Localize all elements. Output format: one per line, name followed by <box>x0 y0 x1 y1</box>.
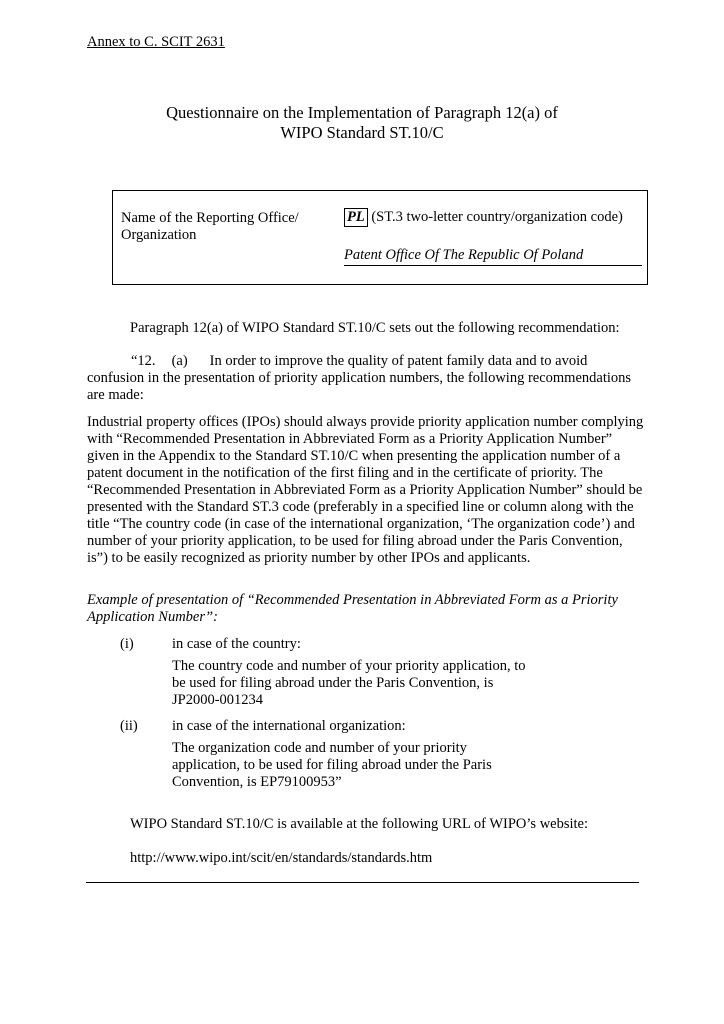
quote-line-1: In order to improve the quality of patent family data and to avoid <box>209 353 588 369</box>
list-item-text: The country code and number of your priority application, to be used for filing abroad under the Paris Convention, is JP2000-001234 <box>172 658 526 708</box>
list-item-number: (ii) <box>120 718 138 734</box>
title-line-1: Questionnaire on the Implementation of Paragraph 12(a) of <box>166 103 558 122</box>
office-label <box>121 210 321 244</box>
list-item <box>172 718 532 791</box>
country-code-description: (ST.3 two-letter country/organization code) <box>371 209 623 225</box>
document-title <box>60 103 664 143</box>
quote-continuation: confusion in the presentation of priority application numbers, the following recommendations are made: <box>87 370 632 403</box>
list-item-text: The organization code and number of your priority application, to be used for filing abroad under the Paris Convention, is EP79100953” <box>172 740 492 790</box>
intro-paragraph: Paragraph 12(a) of WIPO Standard ST.10/C sets out the following recommendation: <box>130 320 620 336</box>
footer-divider <box>86 882 639 883</box>
list-item-heading: in case of the international organization: <box>172 718 406 734</box>
country-code-row <box>344 208 623 227</box>
country-code-field[interactable]: PL <box>344 208 368 227</box>
quote-number: “12. <box>131 353 156 369</box>
office-label-line-1: Name of the Reporting Office/ <box>121 210 299 226</box>
list-item-number: (i) <box>120 636 134 652</box>
title-line-2: WIPO Standard ST.10/C <box>280 123 444 142</box>
example-heading: Example of presentation of “Recommended Presentation in Abbreviated Form as a Priority Application Number”: <box>87 592 618 625</box>
office-name-field[interactable]: Patent Office Of The Republic Of Poland <box>344 247 642 266</box>
ipo-paragraph: Industrial property offices (IPOs) should always provide priority application number complying with “Recommended Presentation in Abbreviated Form as a Priority Application Number” given in the Appendix to the Standard ST.10/C when presenting the application number of a patent document in the notification of the first filing and in the certificate of priority. The “Recommended Presentation in Abbreviated Form as a Priority Application Number” should be presented with the Standard ST.3 code (preferably in a specified line or column along with the title “The country code (in case of the international organization, ‘The organization code’) and number of your priority application, to be used for filing abroad under the Paris Convention, is”) to be easily recognized as priority number by other IPOs and applicants. <box>87 414 644 566</box>
closing-paragraph: WIPO Standard ST.10/C is available at the following URL of WIPO’s website: <box>130 816 589 832</box>
list-item <box>172 636 532 709</box>
list-item-heading: in case of the country: <box>172 636 301 652</box>
quote-subparagraph: (a) <box>171 353 188 369</box>
office-label-line-2: Organization <box>121 227 197 243</box>
recommendation-quote <box>87 353 647 404</box>
wipo-url-link[interactable]: http://www.wipo.int/scit/en/standards/standards.htm <box>130 850 433 866</box>
annex-reference: Annex to C. SCIT 2631 <box>87 34 225 50</box>
